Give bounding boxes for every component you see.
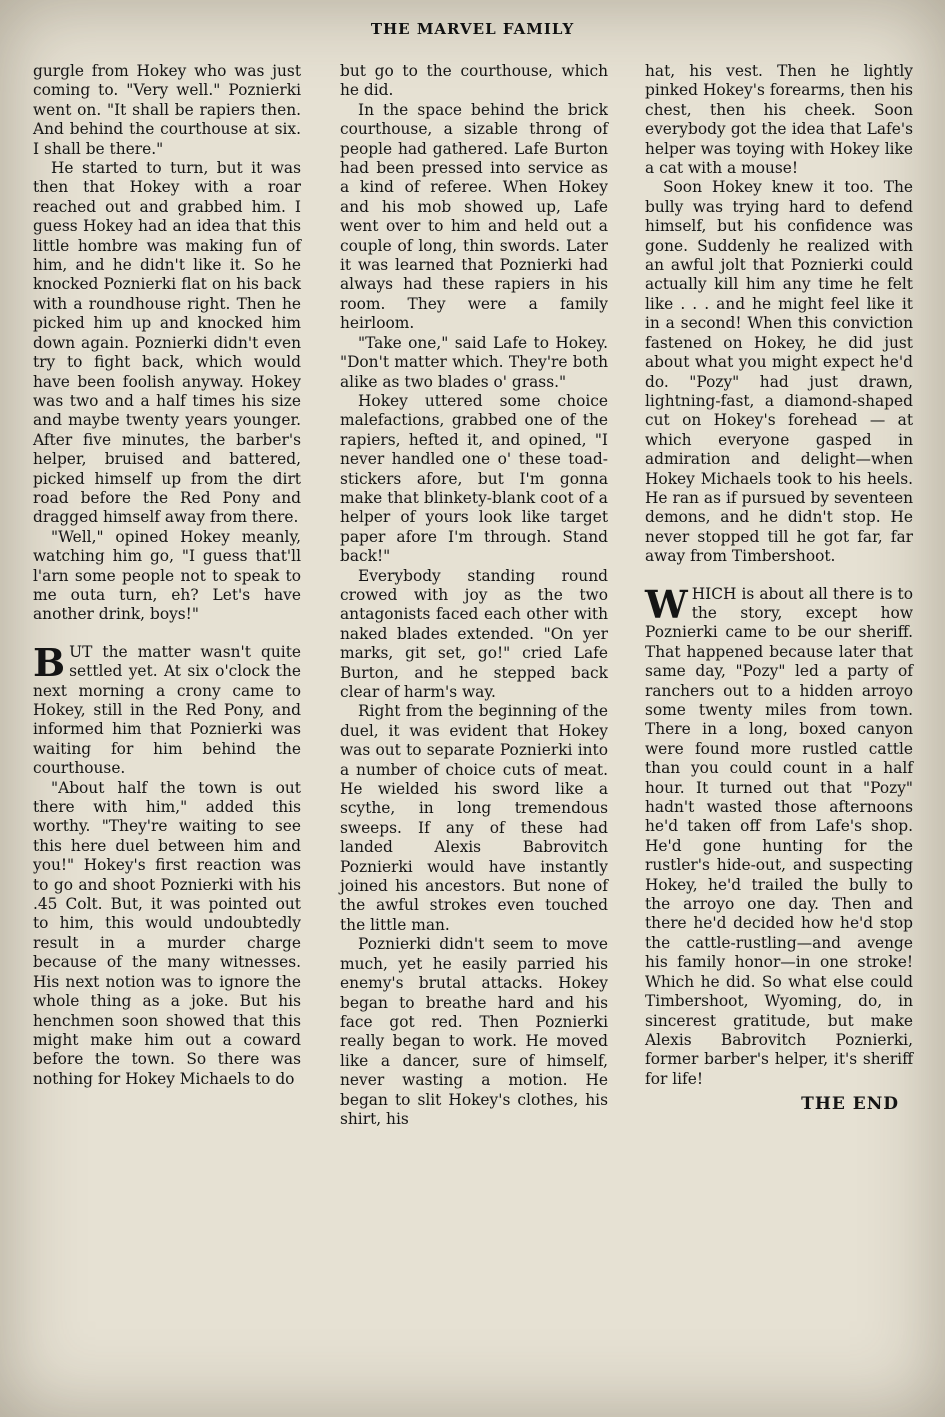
paragraph: Poznierki didn't seem to move much, yet he easily parried his enemy's brutal attacks. Hokey began to breathe hard and his face got red. Then Poznierki really began to work. He moved like a dancer, sure of himself, never wasting a motion. He began to slit Hokey's clothes, his shirt, his [340, 935, 608, 1128]
the-end-label: THE END [801, 1094, 899, 1115]
paragraph: hat, his vest. Then he lightly pinked Hokey's forearms, then his chest, then his cheek. Soon everybody got the idea that Lafe's helper was toying with Hokey like a cat with a mouse! [645, 62, 913, 178]
dropcap-letter: W [645, 581, 688, 627]
dropcap-letter: B [33, 639, 66, 685]
paragraph: Soon Hokey knew it too. The bully was trying hard to defend himself, but his confidence was gone. Suddenly he realized with an awful jolt that Poznierki could actually kill him any time he felt like . . . and he might feel like it in a second! When this conviction fastened on Hokey, he did just about what you might expect he'd do. "Pozy" had just drawn, lightning-fast, a diamond-shaped cut on Hokey's forehead — at which everyone gasped in admiration and delight—when Hokey Michaels took to his heels. He ran as if pursued by seventeen demons, and he didn't stop. He never stopped till he got far, far away from Timbershoot. [645, 178, 913, 566]
column-3 [645, 62, 913, 1115]
paragraph: In the space behind the brick courthouse, a sizable throng of people had gathered. Lafe Burton had been pressed into service as a kind of referee. When Hokey and his mob showed up, Lafe went over to him and held out a couple of long, thin swords. Later it was learned that Poznierki had always had these rapiers in his room. They were a family heirloom. [340, 100, 608, 333]
paragraph: Right from the beginning of the duel, it was evident that Hokey was out to separate Poznierki into a number of choice cuts of meat. He wielded his sword like a scythe, in long tremendous sweeps. If any of these had landed Alexis Babrovitch Poznierki would have instantly joined his ancestors. But none of the awful strokes even touched the little man. [340, 702, 608, 934]
page-header: THE MARVEL FAMILY [370, 20, 575, 38]
dropcap-paragraph [33, 639, 301, 779]
paragraph: He started to turn, but it was then that Hokey with a roar reached out and grabbed him. I guess Hokey had an idea that this little hombre was making fun of him, and he didn't like it. So he knocked Poznierki flat on his back with a roundhouse right. Then he picked him up and knocked him down again. Poznierki didn't even try to fight back, which would have been foolish anyway. Hokey was two and a half times his size and maybe twenty years younger. After five minutes, the barber's helper, bruised and battered, picked himself up from the dirt road before the Red Pony and dragged himself away from there. [33, 159, 301, 527]
paragraph: gurgle from Hokey who was just coming to. "Very well." Poznierki went on. "It shall be rapiers then. And behind the courthouse at six. I shall be there." [33, 62, 301, 158]
paragraph: Hokey uttered some choice malefactions, grabbed one of the rapiers, hefted it, and opined, "I never handled one o' these toad-stickers afore, but I'm gonna make that blinkety-blank coot of a helper of yours look like target paper afore I'm through. Stand back!" [340, 391, 608, 566]
dropcap-paragraph-text: UT the matter wasn't quite settled yet. At six o'clock the next morning a crony came to Hokey, still in the Red Pony, and informed him that Poznierki was waiting for him behind the courthouse. [33, 642, 301, 778]
paragraph: "Take one," said Lafe to Hokey. "Don't matter which. They're both alike as two blades o' grass." [340, 333, 608, 391]
paragraph: but go to the courthouse, which he did. [340, 62, 608, 100]
column-1 [33, 62, 301, 1089]
dropcap-paragraph [645, 581, 913, 1090]
dropcap-paragraph-text: HICH is about all there is to the story, except how Poznierki came to be our sheriff. That happened because later that same day, "Pozy" led a party of ranchers out to a hidden arroyo some twenty miles from town. There in a long, boxed canyon were found more rustled cattle than you could count in a half hour. It turned out that "Pozy" hadn't wasted those afternoons he'd taken off from Lafe's shop. He'd gone hunting for the rustler's hide-out, and suspecting Hokey, he'd trailed the bully to the arroyo one day. Then and there he'd decided how he'd stop the cattle-rustling—and avenge his family honor—in one stroke! Which he did. So what else could Timbershoot, Wyoming, do, in sincerest gratitude, but make Alexis Babrovitch Poznierki, former barber's helper, it's sheriff for life! [645, 584, 913, 1088]
paragraph: Everybody standing round crowed with joy as the two antagonists faced each other with naked blades extended. "On yer marks, git set, go!" cried Lafe Burton, and he stepped back clear of harm's way. [340, 566, 608, 701]
paragraph: "Well," opined Hokey meanly, watching him go, "I guess that'll l'arn some people not to speak to me outa turn, eh? Let's have another drink, boys!" [33, 527, 301, 624]
paragraph: "About half the town is out there with him," added this worthy. "They're waiting to see this here duel between him and you!" Hokey's first reaction was to go and shoot Poznierki with his .45 Colt. But, it was pointed out to him, this would undoubtedly result in a murder charge because of the many witnesses. His next notion was to ignore the whole thing as a joke. But his henchmen soon showed that this might make him out a coward before the town. So there was nothing for Hokey Michaels to do [33, 778, 301, 1088]
column-2 [340, 62, 608, 1129]
